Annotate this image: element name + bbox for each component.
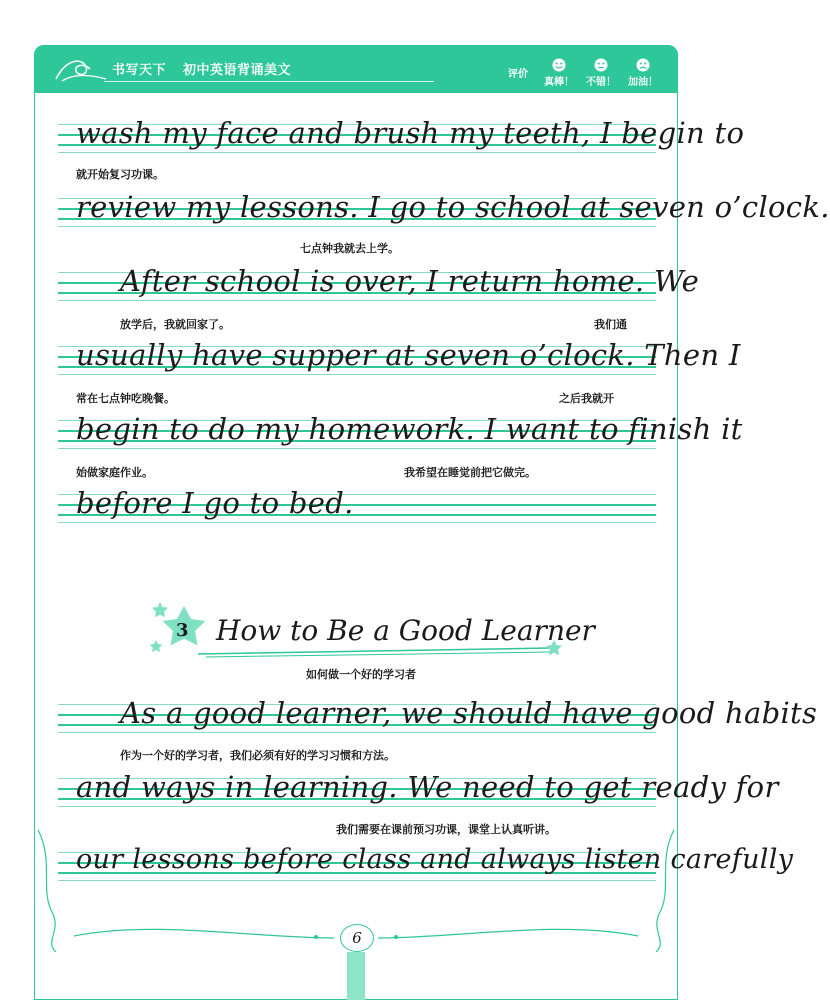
passage-line: before I go to bed. xyxy=(76,486,354,520)
star-small-icon xyxy=(150,640,163,652)
section-number: 3 xyxy=(176,620,189,641)
rating-tryharder[interactable] xyxy=(628,58,658,88)
passage-line: review my lessons. I go to school at seven o’clock. xyxy=(76,190,830,224)
smile-face-icon xyxy=(552,58,566,72)
passage-line: As a good learner, we should have good habits xyxy=(120,696,818,730)
star-small-icon xyxy=(152,602,168,617)
translation: 作为一个好的学习者，我们必须有好的学习习惯和方法。 xyxy=(120,749,395,762)
translation: 常在七点钟吃晚餐。 xyxy=(76,392,175,405)
translation: 始做家庭作业。 xyxy=(76,466,153,479)
rating-good[interactable] xyxy=(586,58,616,88)
swirl-ornament-icon xyxy=(52,53,108,85)
passage-line: After school is over, I return home. We xyxy=(120,264,700,298)
translation: 之后我就开 xyxy=(559,392,614,405)
header-underline xyxy=(104,81,434,82)
page-header xyxy=(34,45,678,93)
rating-great-label: 真棒！ xyxy=(544,77,574,88)
translation: 我希望在睡觉前把它做完。 xyxy=(404,466,536,479)
rating-bar xyxy=(508,52,658,88)
translation: 我们通 xyxy=(594,318,627,331)
rating-tryharder-label: 加油！ xyxy=(628,77,658,88)
sad-face-icon xyxy=(636,58,650,72)
page-number: 6 xyxy=(340,924,374,952)
series-name: 书写天下 xyxy=(112,63,167,78)
translation: 就开始复习功课。 xyxy=(76,168,164,181)
passage-line: wash my face and brush my teeth, I begin to xyxy=(76,116,745,150)
passage-line: begin to do my homework. I want to finish it xyxy=(76,412,743,446)
neutral-face-icon xyxy=(594,58,608,72)
rating-good-label: 不错！ xyxy=(586,77,616,88)
translation: 放学后，我就回家了。 xyxy=(120,318,230,331)
page-bottom-tab xyxy=(347,952,365,1000)
translation: 我们需要在课前预习功课，课堂上认真听讲。 xyxy=(336,823,556,836)
passage-line: usually have supper at seven o’clock. Then I xyxy=(76,338,741,372)
book-name: 初中英语背诵美文 xyxy=(183,63,292,78)
rating-great[interactable] xyxy=(544,58,574,88)
passage-line: and ways in learning. We need to get ready for xyxy=(76,770,779,804)
translation: 七点钟我就去上学。 xyxy=(300,242,399,255)
passage-line: our lessons before class and always listen carefully xyxy=(76,844,794,875)
header-title xyxy=(112,59,303,78)
section-title: How to Be a Good Learner xyxy=(216,614,595,647)
section-title-translation: 如何做一个好的学习者 xyxy=(306,668,416,681)
rating-label: 评价 xyxy=(508,69,528,80)
